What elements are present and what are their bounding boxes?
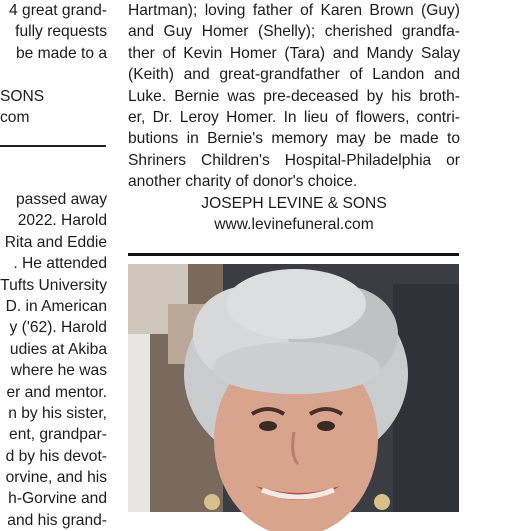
text-line: Tufts University bbox=[0, 276, 107, 294]
portrait-photo bbox=[128, 264, 459, 512]
text-line: d by his devot- bbox=[5, 447, 107, 465]
text-line: y ('62). Harold bbox=[9, 319, 107, 337]
funeral-home-name: JOSEPH LEVINE & SONS bbox=[201, 194, 387, 212]
text-line: com bbox=[0, 108, 30, 126]
text-line: and his grand- bbox=[7, 511, 107, 529]
text-line: h-Gorvine and bbox=[8, 490, 107, 508]
text-line: er, Dr. Leroy Homer. In lieu of flowers, contri- bbox=[128, 108, 460, 126]
text-line: ent, grandpar- bbox=[9, 426, 107, 444]
text-line: be made to a bbox=[15, 44, 107, 62]
text-line: butions in Bernie's memory may be made to bbox=[128, 130, 460, 148]
text-line: n by his sister, bbox=[8, 404, 107, 422]
text-line: 2022. Harold bbox=[17, 212, 107, 230]
funeral-home-website: www.levinefuneral.com bbox=[214, 215, 374, 233]
portrait-illustration bbox=[128, 264, 459, 512]
section-divider bbox=[128, 253, 459, 256]
text-line: 4 great grand- bbox=[9, 2, 107, 19]
text-line: where he was bbox=[10, 362, 107, 380]
text-line: (Keith) and great-grandfather of Landon and bbox=[128, 66, 460, 84]
left-top-block bbox=[0, 0, 107, 128]
left-obituary-block bbox=[0, 189, 107, 531]
text-line: orvine, and his bbox=[5, 469, 107, 487]
text-line: passed away bbox=[15, 191, 107, 208]
text-line bbox=[0, 64, 107, 85]
text-line: D. in American bbox=[5, 297, 107, 315]
text-line: Shriners Children's Hospital-Philadelphia or bbox=[128, 151, 460, 169]
text-line: ther of Kevin Homer (Tara) and Mandy Salay bbox=[128, 44, 460, 62]
text-line: another charity of donor's choice. bbox=[128, 173, 358, 191]
text-line: er and mentor. bbox=[6, 383, 107, 401]
text-line: Hartman); loving father of Karen Brown (Guy) bbox=[128, 2, 460, 19]
text-line: and Guy Homer (Shelly); cherished grandfa- bbox=[128, 23, 460, 41]
section-divider bbox=[0, 145, 106, 147]
text-line: Rita and Eddie bbox=[4, 233, 107, 251]
text-line: udies at Akiba bbox=[9, 340, 107, 358]
text-line: SONS bbox=[0, 87, 45, 105]
right-column bbox=[128, 0, 460, 260]
text-line: . He attended bbox=[13, 255, 107, 273]
left-column bbox=[0, 0, 107, 529]
text-line: fully requests bbox=[15, 23, 107, 41]
text-line: Luke. Bernie was pre-deceased by his broth- bbox=[128, 87, 460, 105]
